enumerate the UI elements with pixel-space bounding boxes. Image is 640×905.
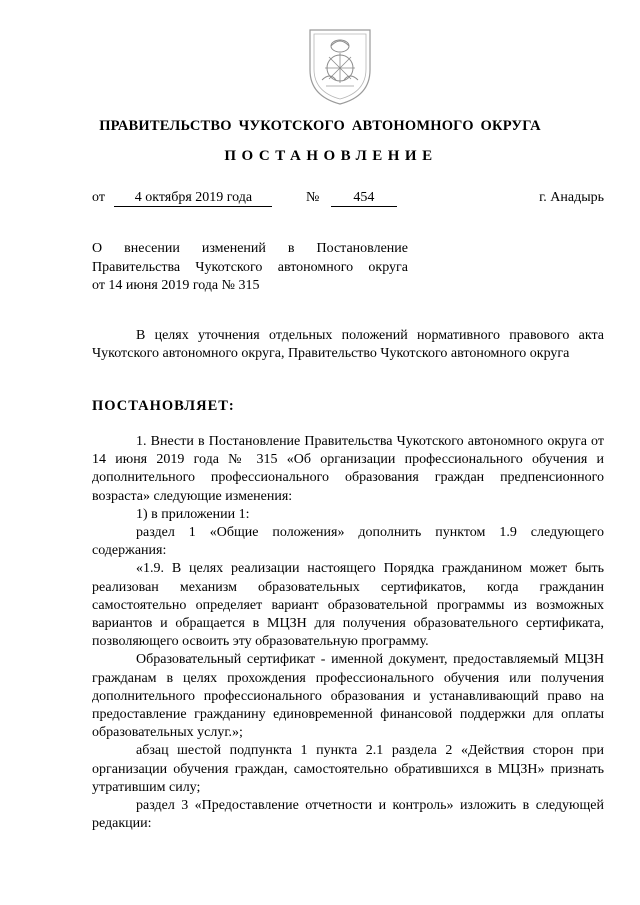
paragraph: «1.9. В целях реализации настоящего Порядка гражданином может быть реализован механизм образовательных сертификатов, когда гражданин самостоятельно определяет вариант образовательной программы из возможных вариантов и обращается в МЦЗН для получения образовательного сертификата, позволяющего освоить эту образовательную программу. (92, 561, 604, 650)
paragraph: 1) в приложении 1: (136, 506, 250, 522)
decree-body (92, 433, 604, 833)
paragraph: абзац шестой подпункта 1 пункта 2.1 раздела 2 «Действия сторон при организации обучения граждан, самостоятельно обратившихся в МЦЗН» признать утратившим силу; (92, 743, 604, 795)
date-prefix: от (92, 190, 105, 205)
preamble-text: В целях уточнения отдельных положений нормативного правового акта Чукотского автономного округа, Правительство Чукотского автономного округа (92, 328, 604, 362)
subject-line: от 14 июня 2019 года № 315 (92, 278, 260, 293)
city: г. Анадырь (539, 190, 604, 205)
number-field (306, 190, 397, 207)
decree-title: ПОСТАНОВЛЕНИЕ (224, 148, 438, 164)
date-value: 4 октября 2019 года (114, 190, 272, 207)
paragraph: 1. Внести в Постановление Правительства Чукотского автономного округа от 14 июня 2019 года № 315 «Об организации профессионального обучения и дополнительного профессионального образования граждан предпенсионного возраста» следующие изменения: (92, 434, 604, 504)
number-value: 454 (331, 190, 397, 207)
government-title: ПРАВИТЕЛЬСТВО ЧУКОТСКОГО АВТОНОМНОГО ОКРУГА (99, 118, 541, 134)
decree-subject (92, 240, 408, 296)
paragraph: Образовательный сертификат - именной документ, предоставляемый МЦЗН гражданам в целях прохождения профессионального обучения или получения дополнительного профессионального образования и устанавливающий право на предоставление гражданину единовременной финансовой поддержки для оплаты образовательных услуг.»; (92, 652, 604, 741)
subject-line: О внесении изменений в Постановление (92, 241, 408, 256)
paragraph: раздел 3 «Предоставление отчетности и контроль» изложить в следующей редакции: (92, 798, 604, 832)
subject-line: Правительства Чукотского автономного округа (92, 259, 408, 275)
preamble (92, 327, 604, 363)
date-field (92, 190, 272, 207)
resolve-heading: ПОСТАНОВЛЯЕТ: (92, 398, 235, 414)
paragraph: раздел 1 «Общие положения» дополнить пунктом 1.9 следующего содержания: (92, 525, 604, 559)
coat-of-arms-emblem (304, 22, 376, 108)
number-prefix: № (306, 190, 320, 205)
